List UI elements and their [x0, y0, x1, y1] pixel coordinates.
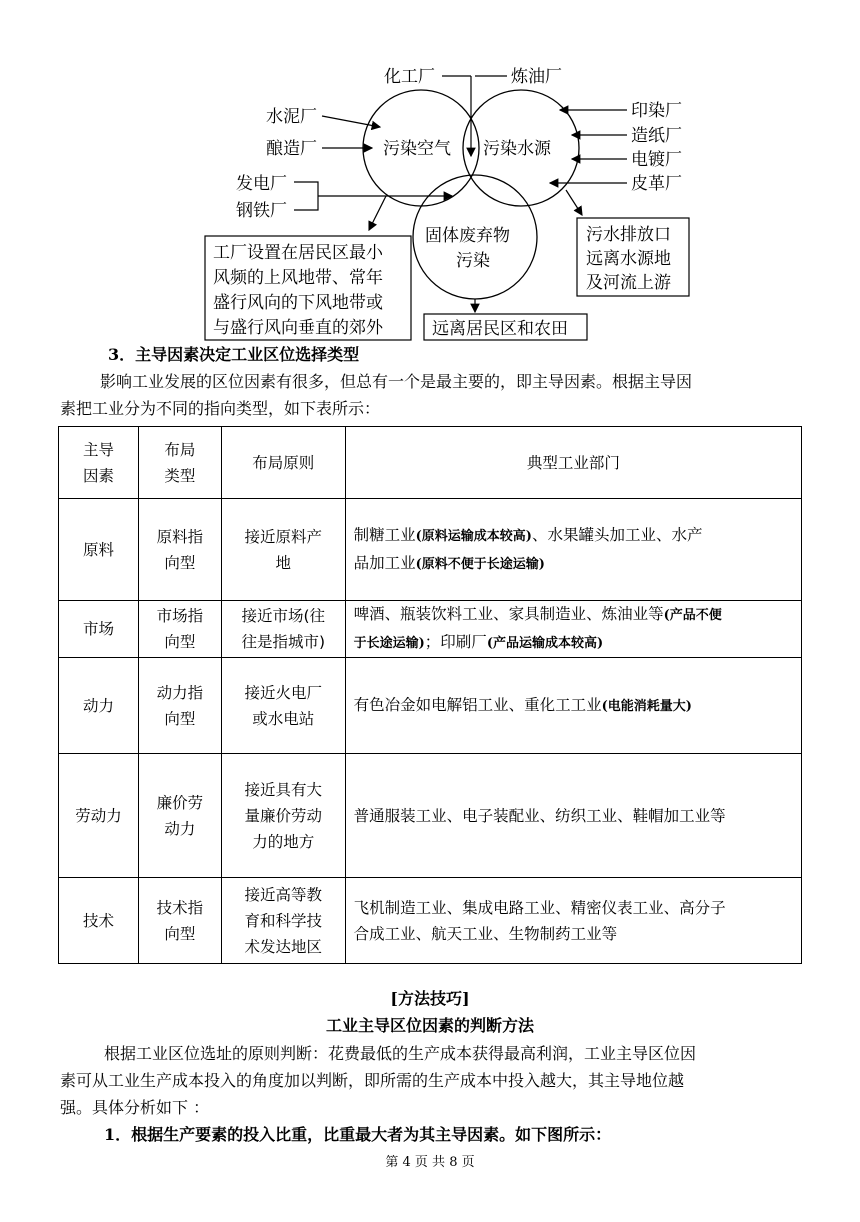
- cell-type: 技术指 向型: [138, 878, 221, 964]
- label-plating-plant: 电镀厂: [631, 150, 682, 170]
- method-paragraph-line-2: 素可从工业生产成本投入的角度加以判断，即所需的生产成本中投入越大，其主导地位越: [60, 1071, 685, 1090]
- label-chemical-plant: 化工厂: [384, 67, 435, 87]
- label-steel-plant: 钢铁厂: [236, 201, 287, 221]
- air-measure-line-3: 盛行风向的下风地带或: [213, 293, 383, 313]
- cell-type: 廉价劳 动力: [138, 754, 221, 878]
- solid-waste-label-2: 污染: [456, 251, 490, 271]
- table-header-row: [59, 427, 802, 499]
- example-text: 、水果罐头加工业、水产: [531, 525, 703, 544]
- example-note: (产品运输成本较高): [486, 636, 604, 651]
- pollution-diagram: [0, 0, 860, 345]
- cell-examples: [345, 754, 801, 878]
- cell-factor: 原料: [59, 499, 139, 601]
- example-text: 啤酒、瓶装饮料工业、家具制造业、炼油业等: [353, 605, 664, 623]
- air-measure-line-1: 工厂设置在居民区最小: [213, 243, 383, 263]
- example-text: 飞机制造工业、集成电路工业、精密仪表工业、高分子: [353, 898, 726, 917]
- cell-examples: [345, 878, 801, 964]
- cell-examples: [345, 499, 801, 601]
- example-text: 普通服装工业、电子装配业、纺织工业、鞋帽加工业等: [353, 806, 726, 825]
- label-cement-plant: 水泥厂: [266, 107, 317, 127]
- solid-measure-text: 远离居民区和农田: [432, 319, 568, 339]
- method-point-1: 1．根据生产要素的投入比重，比重最大者为其主导因素。如下图所示：: [104, 1125, 612, 1144]
- label-refinery: 炼油厂: [511, 67, 562, 87]
- label-paper-mill: 造纸厂: [631, 126, 682, 146]
- air-measure-line-2: 风频的上风地带、常年: [213, 268, 383, 288]
- cell-principle: 接近火电厂 或水电站: [221, 658, 345, 754]
- table-row: [59, 878, 802, 964]
- industry-location-table: [58, 426, 802, 964]
- method-title: 工业主导区位因素的判断方法: [325, 1016, 534, 1035]
- example-text: 有色冶金如电解铝工业、重化工工业: [353, 695, 602, 714]
- label-power-plant: 发电厂: [236, 174, 287, 194]
- cell-principle: 接近具有大 量廉价劳动 力的地方: [221, 754, 345, 878]
- method-bracket-title: [方法技巧]: [390, 989, 470, 1008]
- example-text: 品加工业: [353, 553, 416, 572]
- cell-examples: [345, 658, 801, 754]
- method-paragraph-line-3: 强。具体分析如下 ：: [60, 1098, 210, 1117]
- cell-type: 动力指 向型: [138, 658, 221, 754]
- solid-waste-label-1: 固体废弃物: [425, 226, 510, 246]
- example-note: (产品不便: [663, 608, 722, 623]
- section-heading: 3．主导因素决定工业区位选择类型: [108, 345, 360, 364]
- header-type: 布局 类型: [138, 427, 221, 499]
- example-text: 合成工业、航天工业、生物制药工业等: [353, 924, 618, 943]
- water-pollution-label: 污染水源: [483, 139, 551, 159]
- cell-principle: 接近高等教 育和科学技 术发达地区: [221, 878, 345, 964]
- table-row: [59, 601, 802, 658]
- cell-factor: 市场: [59, 601, 139, 658]
- cell-examples: [345, 601, 801, 658]
- example-text: 制糖工业: [353, 525, 416, 544]
- example-note: 于长途运输): [353, 636, 425, 651]
- method-paragraph-line-1: 根据工业区位选址的原则判断：花费最低的生产成本获得最高利润，工业主导区位因: [104, 1044, 697, 1063]
- example-note: (电能消耗量大): [601, 698, 692, 714]
- cell-principle: 接近市场(往 往是指城市): [221, 601, 345, 658]
- label-tannery: 皮革厂: [631, 174, 682, 194]
- air-pollution-label: 污染空气: [383, 139, 451, 159]
- table-row: [59, 658, 802, 754]
- example-text: ；印刷厂: [424, 633, 487, 651]
- header-factor: 主导 因素: [59, 427, 139, 499]
- cell-factor: 技术: [59, 878, 139, 964]
- label-dye-plant: 印染厂: [631, 101, 682, 121]
- example-note: (原料运输成本较高): [415, 528, 532, 544]
- section-paragraph-line-2: 素把工业分为不同的指向类型，如下表所示：: [60, 399, 381, 418]
- air-measure-line-4: 与盛行风向垂直的郊外: [213, 318, 383, 338]
- header-principle: 布局原则: [221, 427, 345, 499]
- cell-type: 原料指 向型: [138, 499, 221, 601]
- cell-type: 市场指 向型: [138, 601, 221, 658]
- example-note: (原料不便于长途运输): [415, 556, 545, 572]
- cell-factor: 动力: [59, 658, 139, 754]
- label-brewery: 酿造厂: [266, 139, 317, 159]
- page-footer: 第 4 页 共 8 页: [385, 1155, 475, 1170]
- table-row: [59, 499, 802, 601]
- section-paragraph-line-1: 影响工业发展的区位因素有很多，但总有一个是最主要的，即主导因素。根据主导因: [100, 372, 693, 391]
- water-measure-line-3: 及河流上游: [586, 273, 671, 293]
- table-row: [59, 754, 802, 878]
- water-measure-line-1: 污水排放口: [586, 225, 671, 245]
- header-examples: 典型工业部门: [345, 427, 801, 499]
- cell-factor: 劳动力: [59, 754, 139, 878]
- water-measure-line-2: 远离水源地: [586, 249, 671, 269]
- cell-principle: 接近原料产 地: [221, 499, 345, 601]
